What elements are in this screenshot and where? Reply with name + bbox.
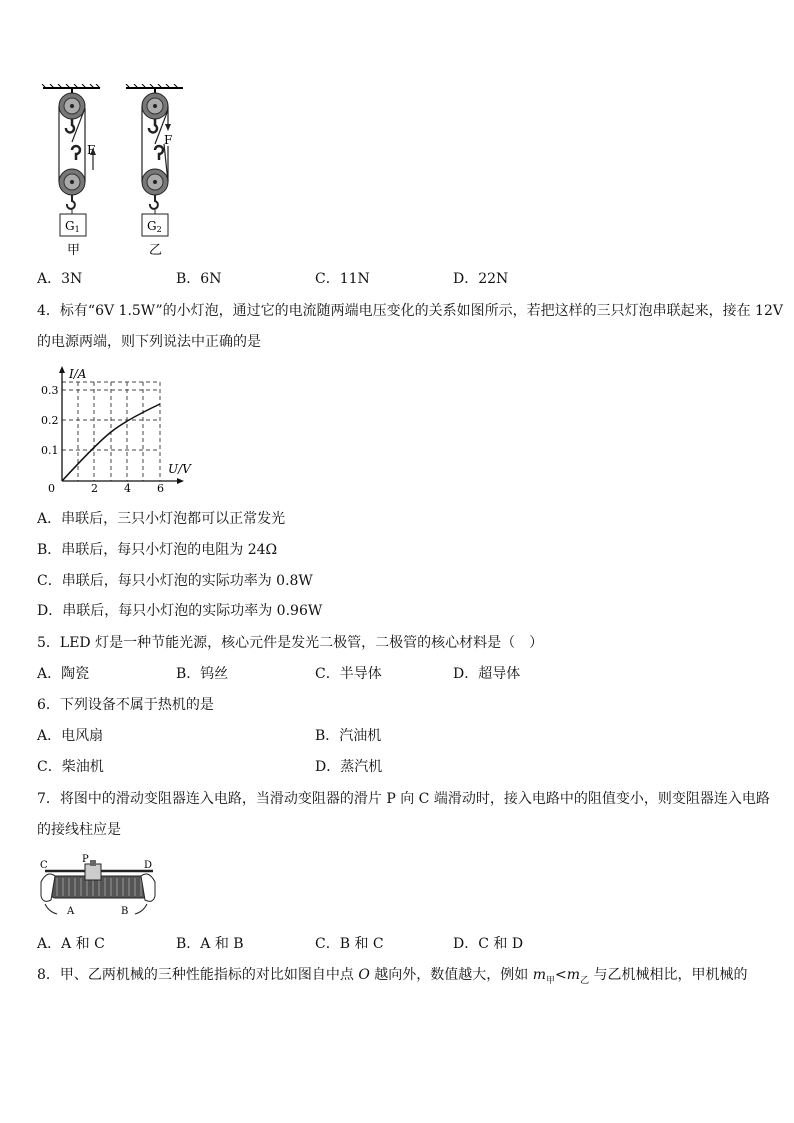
q6-option-b[interactable]: B．汽油机 [315, 728, 382, 744]
left-figure-caption: 甲 [67, 243, 81, 258]
q5-option-b[interactable]: B．钨丝 [176, 666, 229, 682]
origin-label: 0 [48, 482, 55, 494]
terminal-c-label: C [40, 860, 48, 871]
y-tick-01: 0.1 [41, 444, 59, 457]
x-tick-2: 2 [91, 482, 98, 494]
right-weight-label: G2 [147, 219, 162, 234]
q8-stem-line1: 8．甲、乙两机械的三种性能指标的对比如图自中点 O 越向外，数值越大，例如 $m_甲<m_乙$ 与乙机械相比，甲机械的 [37, 967, 748, 986]
iu-graph [36, 362, 196, 494]
terminal-d-label: D [144, 860, 153, 871]
terminal-a-label: A [67, 906, 75, 917]
q5-option-d[interactable]: D．超导体 [453, 666, 521, 682]
q5-option-a[interactable]: A．陶瓷 [37, 666, 90, 682]
q7-option-b[interactable]: B．A 和 B [176, 936, 244, 952]
right-force-label: F [164, 133, 173, 147]
q3-option-c[interactable]: C．11N [315, 271, 370, 287]
q3-option-b[interactable]: B．6N [176, 271, 222, 287]
slider-p-label: P [82, 854, 89, 865]
q4-option-b[interactable]: B．串联后，每只小灯泡的电阻为 24Ω [37, 542, 278, 558]
q7-option-d[interactable]: D．C 和 D [453, 936, 524, 952]
left-weight-label: G1 [65, 219, 80, 234]
q7-stem-line2: 的接线柱应是 [37, 822, 121, 838]
q7-option-a[interactable]: A．A 和 C [37, 936, 105, 952]
q7-option-c[interactable]: C．B 和 C [315, 936, 384, 952]
right-figure-caption: 乙 [149, 243, 163, 258]
q4-stem-line2: 的电源两端，则下列说法中正确的是 [37, 334, 261, 350]
left-pulley-system [42, 84, 100, 236]
x-tick-6: 6 [157, 482, 164, 494]
left-force-label: F [87, 143, 96, 157]
q5-option-c[interactable]: C．半导体 [315, 666, 382, 682]
x-axis-label: U/V [168, 462, 191, 476]
y-tick-02: 0.2 [41, 414, 59, 427]
y-tick-03: 0.3 [41, 384, 59, 397]
terminal-b-label: B [121, 906, 129, 917]
q3-option-a[interactable]: A．3N [37, 271, 83, 287]
q3-option-d[interactable]: D．22N [453, 271, 509, 287]
right-pulley-system [126, 84, 183, 236]
q6-option-c[interactable]: C．柴油机 [37, 759, 104, 775]
q6-option-a[interactable]: A．电风扇 [37, 728, 104, 744]
q7-stem-line1: 7．将图中的滑动变阻器连入电路，当滑动变阻器的滑片 P 向 C 端滑动时，接入电路中的阻值变小，则变阻器连入电路 [37, 791, 770, 807]
y-axis-label: I/A [69, 367, 87, 381]
q6-stem: 6．下列设备不属于热机的是 [37, 697, 214, 713]
q5-stem: 5．LED 灯是一种节能光源，核心元件是发光二极管，二极管的核心材料是（ ） [37, 635, 544, 651]
x-tick-4: 4 [124, 482, 131, 494]
rheostat-figure [37, 852, 159, 922]
pulley-figure [38, 84, 188, 260]
q4-stem-line1: 4．标有“6V 1.5W”的小灯泡，通过它的电流随两端电压变化的关系如图所示，若把这样的三只灯泡串联起来，接在 12V [37, 303, 783, 319]
q4-option-c[interactable]: C．串联后，每只小灯泡的实际功率为 0.8W [37, 573, 313, 589]
q4-option-a[interactable]: A．串联后，三只小灯泡都可以正常发光 [37, 511, 286, 527]
q6-option-d[interactable]: D．蒸汽机 [315, 759, 383, 775]
q4-option-d[interactable]: D．串联后，每只小灯泡的实际功率为 0.96W [37, 603, 323, 619]
